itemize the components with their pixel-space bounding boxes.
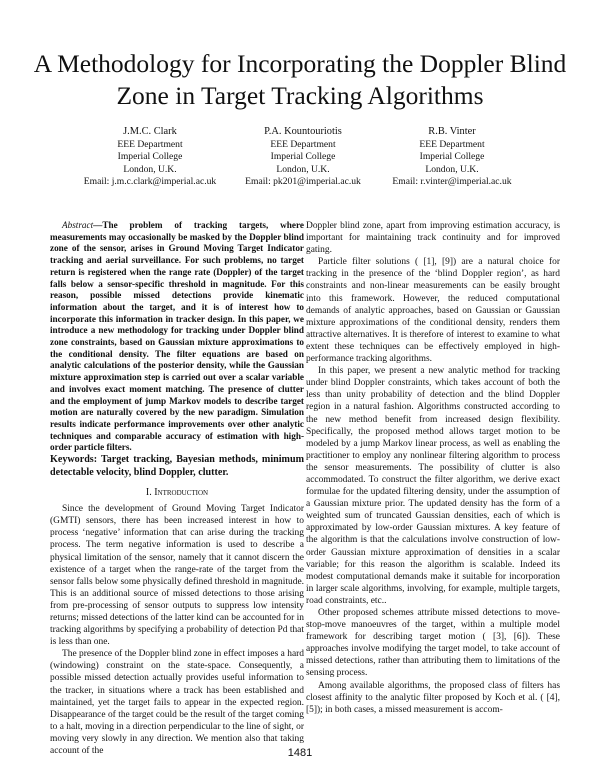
- author-loc: London, U.K.: [123, 163, 177, 175]
- paper-title: A Methodology for Incorporating the Doppler Blind Zone in Target Tracking Algorithms: [33, 49, 567, 110]
- author-dept: EEE Department: [270, 138, 336, 150]
- right-column: [306, 220, 560, 716]
- keywords: Keywords: Target tracking, Bayesian methods, minimum detectable velocity, blind Doppler, clutter.: [50, 454, 304, 478]
- author-dept: EEE Department: [419, 138, 485, 150]
- abstract-label: Abstract: [62, 220, 94, 230]
- author-inst: Imperial College: [419, 151, 485, 163]
- author-email: Email: pk201@imperial.ac.uk: [245, 176, 361, 188]
- author-email: Email: r.vinter@imperial.ac.uk: [392, 176, 512, 188]
- author-loc: London, U.K.: [276, 163, 330, 175]
- author-name: R.B. Vinter: [428, 126, 476, 137]
- author-block-3: [362, 126, 542, 189]
- author-name: P.A. Kountouriotis: [264, 126, 342, 137]
- author-inst: Imperial College: [117, 151, 183, 163]
- author-inst: Imperial College: [270, 151, 336, 163]
- paragraph: Doppler blind zone, apart from improving estimation accuracy, is important for maintaining track continuity and for improved gating.: [306, 221, 560, 256]
- paragraph: Particle filter solutions ( [1], [9]) are a natural choice for tracking in the presence of the ‘blind Doppler region’, as hard constraints and non-linear measurements can be easily brought into this framework. However, the reduced computational demands of analytic approaches, based on Gaussian or Gaussian mixture approximations of the conditional density, renders them attractive alternatives. It is therefore of interest to examine to what extent these techniques can be effectively employed in high-performance tracking algorithms.: [306, 257, 560, 365]
- paragraph: Among available algorithms, the proposed class of filters has closest affinity to the analytic filter proposed by Koch et al. ( [4], [5]); in both cases, a missed measurement is accom-: [306, 680, 560, 715]
- author-loc: London, U.K.: [425, 163, 479, 175]
- paragraph: The presence of the Doppler blind zone in effect imposes a hard (windowing) constraint on the state-space. Consequently, a possible missed detection actually provides useful information to the tracker, in situations where a track has been established and maintained, yet the target fails to appear in the expected region. Disappearance of the target could be the result of the target coming to a halt, moving in a direction perpendicular to the line of sight, or moving very slowly in any direction. We mention also that taking account of the: [50, 649, 304, 757]
- paragraph: Since the development of Ground Moving Target Indicator (GMTI) sensors, there has been increased interest in how to process ‘negative’ information that can arise during the tracking process. The term negative information is used to describe a physical limitation of the sensor, namely that it cannot discern the existence of a target when the range-rate of the target from the sensor falls below some physically defined threshold in magnitude. This is an additional source of missed detections to those arising from pre-processing of sensor outputs to suppress low intensity returns; missed detections of the latter kind can be accounted for in tracking algorithms by specifying a probability of detection Pd that is less than one.: [50, 504, 304, 648]
- author-email: Email: j.m.c.clark@imperial.ac.uk: [83, 176, 217, 188]
- paragraph: Other proposed schemes attribute missed detections to move-stop-move manoeuvres of the target, within a multiple model framework for describing target motion ( [3], [6]). These approaches involve modifying the target model, to take account of missed detections, rather than attributing them to limitations of the sensing process.: [306, 608, 560, 679]
- author-dept: EEE Department: [117, 138, 183, 150]
- paragraph: In this paper, we present a new analytic method for tracking under blind Doppler constraints, which takes account of both the less than unity probability of detection and the blind Doppler region in a natural fashion. Algorithms constructed according to the new method benefit from increased design flexibility. Specifically, the proposed method allows target motion to be modeled by a jump Markov linear process, as well as enabling the practitioner to employ any nonlinear filtering algorithm to process the sensor measurements. The possibility of clutter is also accommodated. To construct the filter algorithm, we derive exact formulae for the updated filtering density, under the assumption of a Gaussian mixture prior. The updated density has the form of a weighted sum of truncated Gaussian densities, each of which is approximated by low-order Gaussian mixtures. A key feature of the algorithm is that the calculations involve construction of low-order Gaussian mixture approximation of densities in a scalar variable; for this reason the algorithm is scalable. Indeed its modest computational demands make it suitable for incorporation in larger scale algorithms, involving, for example, multiple targets, road constraints, etc..: [306, 366, 560, 606]
- section-heading: I. Introduction: [145, 487, 209, 499]
- abstract: [50, 220, 304, 454]
- abstract-text: —The problem of tracking targets, where measurements may occasionally be masked by the Doppler blind zone of the sensor, arises in Ground Moving Target Indicator tracking and aerial surveillance. For such problems, no target return is registered when the range rate (Doppler) of the target falls below a sensor-specific threshold in magnitude. For this reason, possible missed detections provide kinematic information about the target, and it is of interest how to incorporate this information in tracker design. In this paper, we introduce a new methodology for tracking under Doppler blind zone constraints, based on Gaussian mixture approximations to the conditional density. The filter equations are based on analytic calculations of the posterior density, while the Gaussian mixture approximation step is carried out over a scalar variable and involves exact moment matching. The presence of clutter and the employment of jump Markov models to describe target motion are naturally covered by the new paradigm. Simulation results indicate performance improvements over other analytic techniques and comparable accuracy of estimation with high-order particle filters.: [50, 220, 304, 453]
- page-number: 1481: [287, 747, 313, 759]
- left-column: [50, 220, 304, 757]
- author-name: J.M.C. Clark: [123, 126, 177, 137]
